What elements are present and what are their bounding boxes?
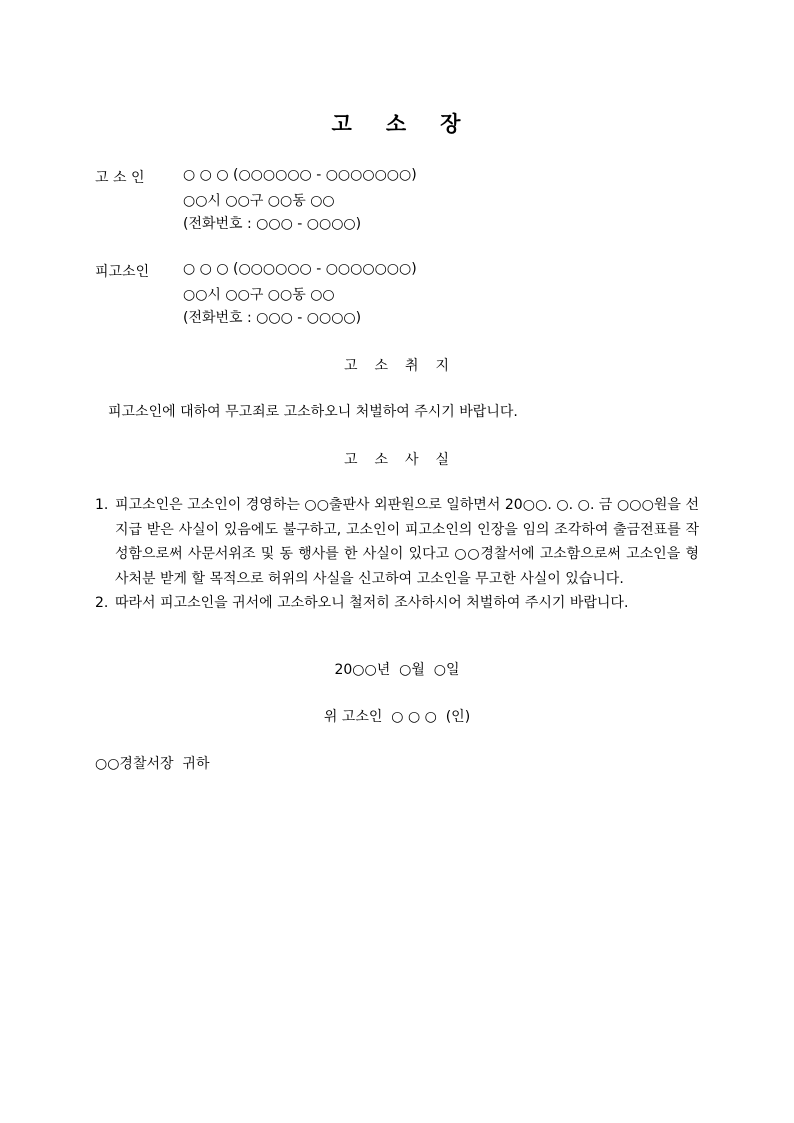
complainant-address: ○○시 ○○구 ○○동 ○○ — [183, 193, 335, 209]
heading-char: 취 — [405, 358, 420, 374]
title-char: 고 — [331, 112, 354, 136]
document-date: 20○○년 ○월 ○일 — [334, 662, 460, 678]
heading-char: 고 — [343, 358, 359, 374]
fact-text: 따라서 피고소인을 귀서에 고소하오니 철저히 조사하시어 처벌하여 주시기 바랍니다. — [115, 595, 629, 611]
signature-line: 위 고소인 ○ ○ ○ (인) — [323, 709, 471, 725]
facts-heading — [0, 449, 794, 469]
fact-number: 2. — [95, 595, 109, 611]
purpose-heading — [0, 355, 794, 375]
purpose-text: 피고소인에 대하여 무고죄로 고소하오니 처벌하여 주시기 바랍니다. — [108, 404, 518, 420]
fact-text: 피고소인은 고소인이 경영하는 ○○출판사 외판원으로 일하면서 20○○. ○. ○. 금 ○○○원을 선지급 받은 사실이 있음에도 불구하고, 고소인이 피고소인의 인장을 임의 조각하여 출금전표를 작성함으로써 사문서위조 및 동 행사를 한 사실이 있다고 ○○경찰서에 고소함으로써 고소인을 형사처분 받게 할 목적으로 허위의 사실을 신고하여 고소인을 무고한 사실이 있습니다. — [115, 497, 699, 587]
fact-item — [95, 493, 699, 591]
document-title — [0, 108, 794, 138]
complainant-phone: (전화번호 : ○○○ - ○○○○) — [183, 216, 362, 232]
defendant-label: 피고소인 — [95, 264, 150, 280]
heading-char: 소 — [374, 452, 389, 468]
fact-number: 1. — [95, 497, 109, 513]
heading-char: 실 — [435, 452, 451, 468]
heading-char: 사 — [405, 452, 420, 468]
complainant-name-line: ○ ○ ○ (○○○○○○ - ○○○○○○○) — [183, 167, 417, 183]
title-char: 장 — [440, 112, 463, 136]
heading-char: 소 — [374, 358, 389, 374]
defendant-address: ○○시 ○○구 ○○동 ○○ — [183, 287, 335, 303]
heading-char: 고 — [343, 452, 359, 468]
complainant-label: 고 소 인 — [95, 170, 145, 186]
heading-char: 지 — [435, 358, 451, 374]
addressee: ○○경찰서장 귀하 — [95, 756, 210, 772]
defendant-name-line: ○ ○ ○ (○○○○○○ - ○○○○○○○) — [183, 261, 417, 277]
title-char: 소 — [385, 112, 409, 136]
facts-list — [95, 493, 699, 616]
fact-item — [95, 591, 699, 616]
defendant-phone: (전화번호 : ○○○ - ○○○○) — [183, 310, 362, 326]
